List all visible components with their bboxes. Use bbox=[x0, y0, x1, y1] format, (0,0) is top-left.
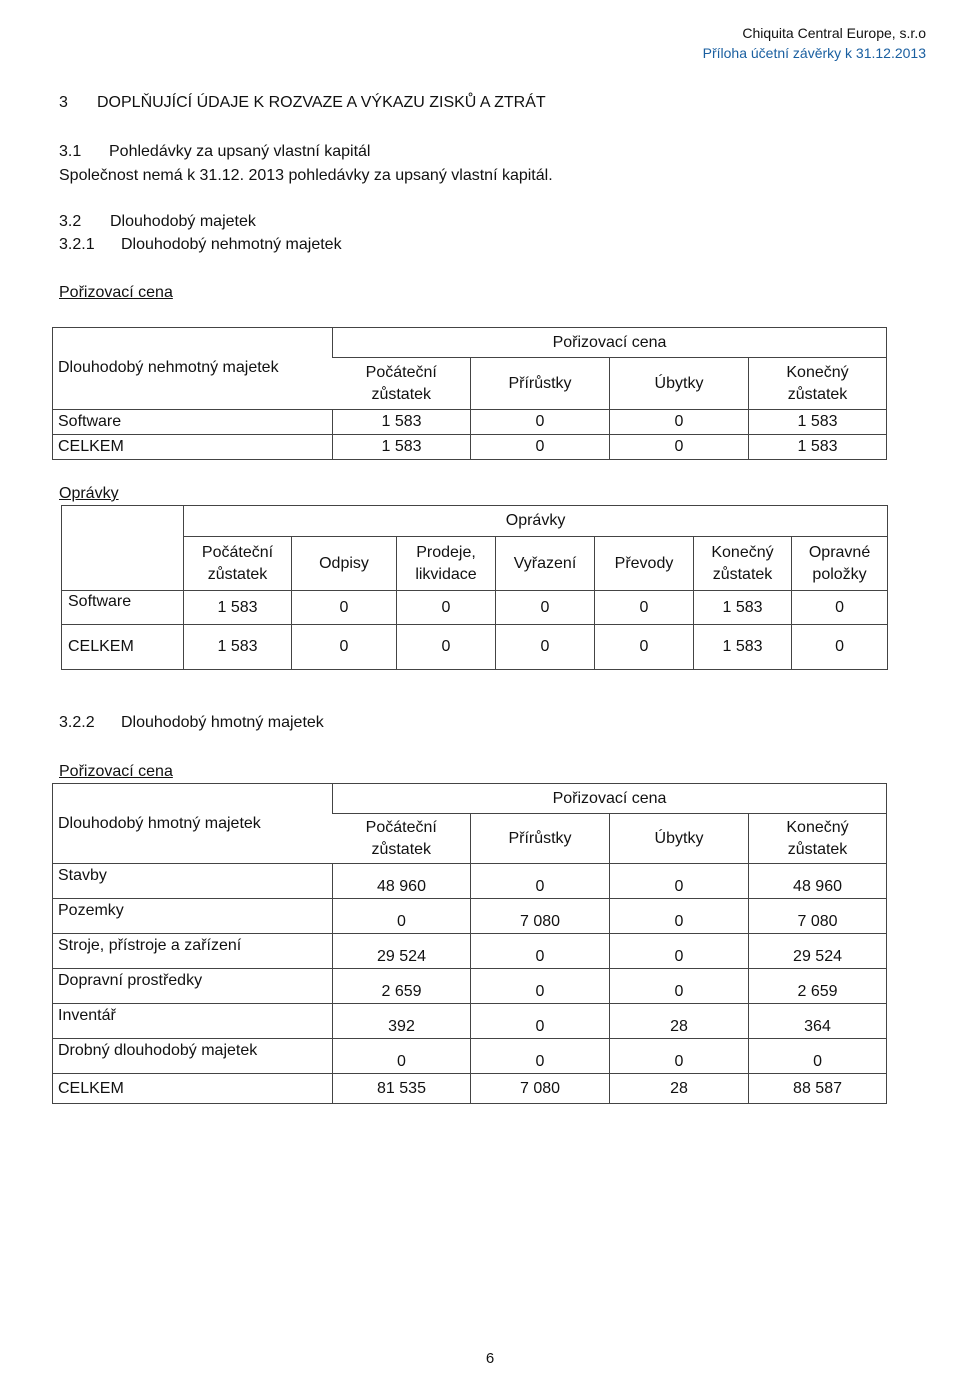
cell: 0 bbox=[471, 1004, 610, 1039]
cell: 0 bbox=[792, 591, 888, 625]
group-header: Pořizovací cena bbox=[333, 784, 887, 814]
cell: 0 bbox=[333, 899, 471, 934]
column-header-adjustments: Opravné položky bbox=[792, 537, 888, 591]
cell: 0 bbox=[792, 625, 888, 670]
column-header-closing: Konečný zůstatek bbox=[749, 814, 887, 864]
table-row bbox=[53, 969, 887, 1004]
column-header-write-offs: Vyřazení bbox=[496, 537, 595, 591]
cell: 0 bbox=[333, 1039, 471, 1074]
table-row bbox=[53, 435, 887, 460]
row-label: CELKEM bbox=[53, 435, 333, 460]
section-3-1-number: 3.1 bbox=[59, 143, 82, 160]
row-header: Dlouhodobý nehmotný majetek bbox=[58, 359, 279, 376]
cell: 0 bbox=[471, 435, 610, 460]
column-header-additions: Přírůstky bbox=[471, 814, 610, 864]
page-number: 6 bbox=[485, 1350, 495, 1367]
column-header-transfers: Převody bbox=[595, 537, 694, 591]
cell: 0 bbox=[471, 1039, 610, 1074]
table-row bbox=[53, 1004, 887, 1039]
group-header: Pořizovací cena bbox=[333, 328, 887, 358]
section-3-2-2-title: Dlouhodobý hmotný majetek bbox=[121, 714, 324, 731]
row-label: Drobný dlouhodobý majetek bbox=[53, 1039, 333, 1074]
section-3-1-text: Společnost nemá k 31.12. 2013 pohledávky za upsaný vlastní kapitál. bbox=[59, 167, 553, 184]
column-header-closing: Konečný zůstatek bbox=[749, 358, 887, 410]
cell: 0 bbox=[610, 934, 749, 969]
intangible-cost-heading: Pořizovací cena bbox=[59, 284, 173, 301]
cell: 364 bbox=[749, 1004, 887, 1039]
intangible-depreciation-table bbox=[61, 505, 888, 670]
tangible-cost-heading: Pořizovací cena bbox=[59, 763, 173, 780]
cell: 29 524 bbox=[749, 934, 887, 969]
row-label: Inventář bbox=[53, 1004, 333, 1039]
section-3-2-2-number: 3.2.2 bbox=[59, 714, 95, 731]
column-header-amortisation: Odpisy bbox=[292, 537, 397, 591]
table-row bbox=[53, 864, 887, 899]
tangible-cost-table bbox=[52, 783, 887, 1104]
table-row bbox=[53, 1074, 887, 1104]
cell: 0 bbox=[292, 591, 397, 625]
cell: 0 bbox=[496, 625, 595, 670]
intangible-cost-table bbox=[52, 327, 887, 460]
column-header-additions: Přírůstky bbox=[471, 358, 610, 410]
corner-cell bbox=[62, 506, 184, 591]
cell: 48 960 bbox=[333, 864, 471, 899]
group-header: Oprávky bbox=[184, 506, 888, 537]
cell: 2 659 bbox=[333, 969, 471, 1004]
column-header-opening: Počáteční zůstatek bbox=[184, 537, 292, 591]
cell: 81 535 bbox=[333, 1074, 471, 1104]
cell: 0 bbox=[471, 864, 610, 899]
section-3-number: 3 bbox=[59, 94, 68, 111]
cell: 7 080 bbox=[749, 899, 887, 934]
cell: 392 bbox=[333, 1004, 471, 1039]
section-3-2-1-number: 3.2.1 bbox=[59, 236, 95, 253]
row-label: Stroje, přístroje a zařízení bbox=[53, 934, 333, 969]
row-label: Pozemky bbox=[53, 899, 333, 934]
cell: 48 960 bbox=[749, 864, 887, 899]
cell: 0 bbox=[610, 435, 749, 460]
cell: 1 583 bbox=[694, 625, 792, 670]
section-3-2-number: 3.2 bbox=[59, 213, 82, 230]
row-header: Dlouhodobý hmotný majetek bbox=[58, 815, 261, 832]
row-label: CELKEM bbox=[53, 1074, 333, 1104]
cell: 0 bbox=[471, 934, 610, 969]
row-label: CELKEM bbox=[62, 625, 184, 670]
row-label: Software bbox=[62, 591, 184, 625]
cell: 0 bbox=[610, 1039, 749, 1074]
cell: 0 bbox=[749, 1039, 887, 1074]
row-header-cell bbox=[53, 784, 333, 864]
cell: 28 bbox=[610, 1074, 749, 1104]
row-label: Software bbox=[53, 410, 333, 435]
row-header-cell bbox=[53, 328, 333, 410]
section-3-title: DOPLŇUJÍCÍ ÚDAJE K ROZVAZE A VÝKAZU ZISKŮ A ZTRÁT bbox=[97, 94, 546, 111]
cell: 7 080 bbox=[471, 899, 610, 934]
cell: 0 bbox=[610, 969, 749, 1004]
cell: 1 583 bbox=[749, 435, 887, 460]
table-row bbox=[53, 934, 887, 969]
cell: 1 583 bbox=[749, 410, 887, 435]
cell: 0 bbox=[397, 591, 496, 625]
cell: 0 bbox=[610, 864, 749, 899]
cell: 0 bbox=[610, 410, 749, 435]
column-header-opening: Počáteční zůstatek bbox=[333, 358, 471, 410]
table-row bbox=[62, 625, 888, 670]
cell: 2 659 bbox=[749, 969, 887, 1004]
cell: 7 080 bbox=[471, 1074, 610, 1104]
cell: 1 583 bbox=[184, 591, 292, 625]
cell: 1 583 bbox=[333, 435, 471, 460]
cell: 0 bbox=[397, 625, 496, 670]
cell: 0 bbox=[471, 410, 610, 435]
cell: 0 bbox=[496, 591, 595, 625]
row-label: Dopravní prostředky bbox=[53, 969, 333, 1004]
column-header-disposals: Úbytky bbox=[610, 358, 749, 410]
cell: 1 583 bbox=[694, 591, 792, 625]
column-header-closing: Konečný zůstatek bbox=[694, 537, 792, 591]
cell: 0 bbox=[292, 625, 397, 670]
cell: 28 bbox=[610, 1004, 749, 1039]
cell: 1 583 bbox=[184, 625, 292, 670]
intangible-depreciation-heading: Oprávky bbox=[59, 485, 119, 502]
section-3-2-1-title: Dlouhodobý nehmotný majetek bbox=[121, 236, 342, 253]
cell: 29 524 bbox=[333, 934, 471, 969]
column-header-sales: Prodeje, likvidace bbox=[397, 537, 496, 591]
cell: 0 bbox=[595, 591, 694, 625]
company-name: Chiquita Central Europe, s.r.o bbox=[742, 25, 926, 41]
document-subtitle: Příloha účetní závěrky k 31.12.2013 bbox=[702, 45, 926, 61]
table-row bbox=[53, 899, 887, 934]
table-row bbox=[53, 410, 887, 435]
column-header-opening: Počáteční zůstatek bbox=[333, 814, 471, 864]
section-3-1-title: Pohledávky za upsaný vlastní kapitál bbox=[109, 143, 371, 160]
cell: 0 bbox=[595, 625, 694, 670]
table-row bbox=[62, 591, 888, 625]
row-label: Stavby bbox=[53, 864, 333, 899]
section-3-2-title: Dlouhodobý majetek bbox=[110, 213, 256, 230]
cell: 0 bbox=[471, 969, 610, 1004]
cell: 1 583 bbox=[333, 410, 471, 435]
cell: 0 bbox=[610, 899, 749, 934]
cell: 88 587 bbox=[749, 1074, 887, 1104]
column-header-disposals: Úbytky bbox=[610, 814, 749, 864]
table-row bbox=[53, 1039, 887, 1074]
